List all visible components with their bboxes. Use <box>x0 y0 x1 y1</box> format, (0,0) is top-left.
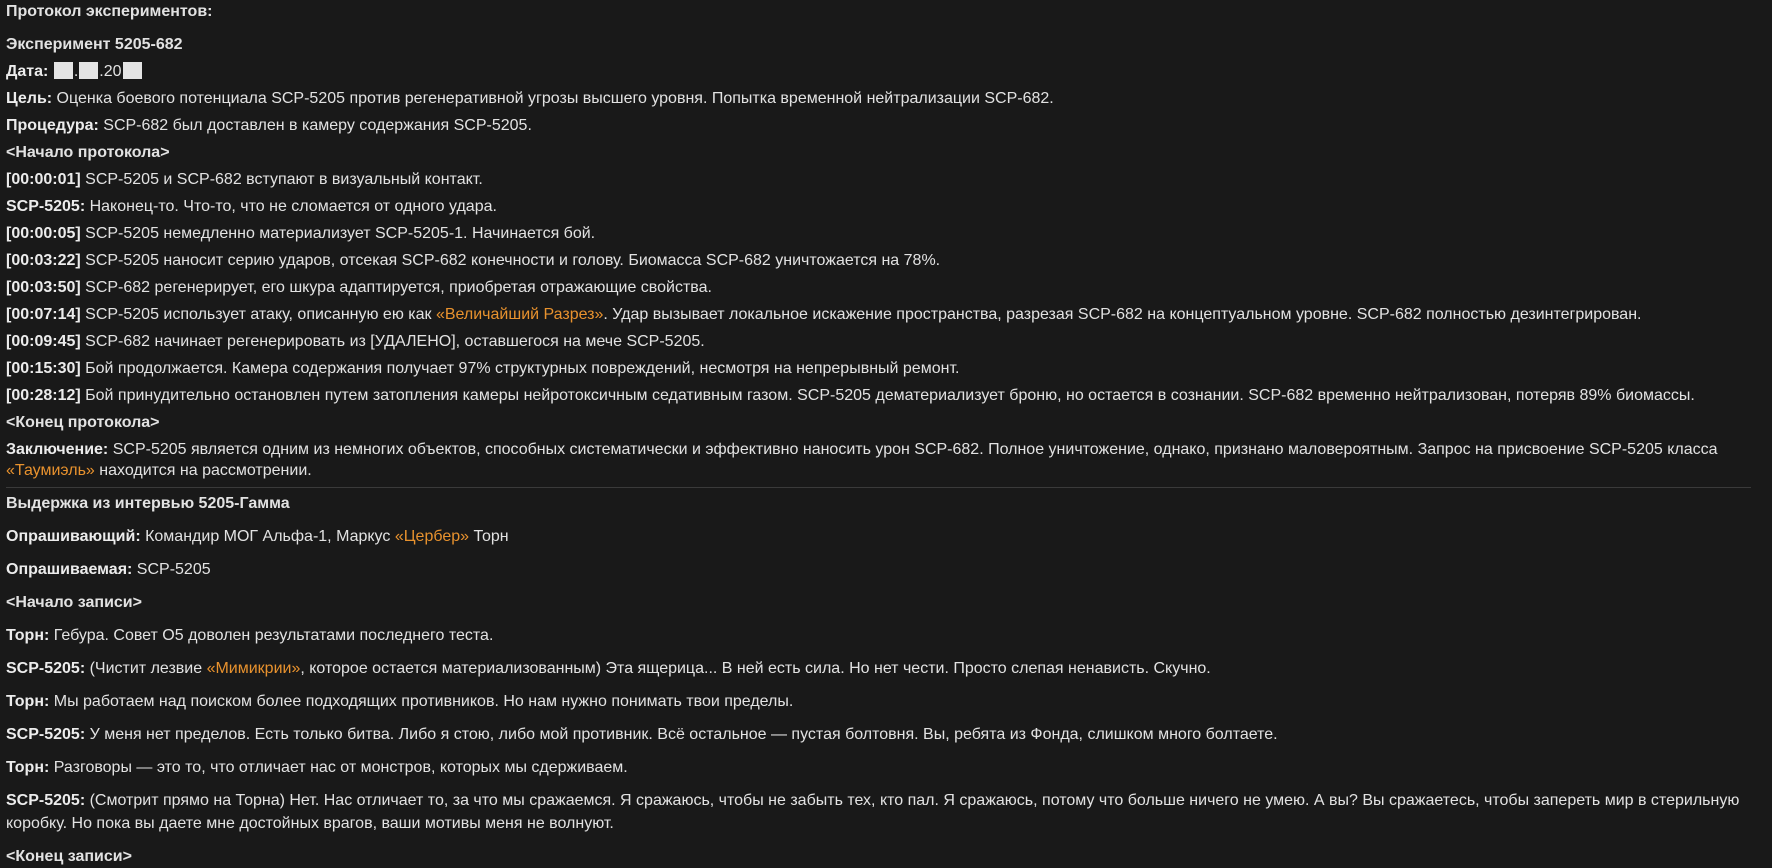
interviewer-end: Торн <box>469 528 509 545</box>
record-start: <Начало записи> <box>6 594 142 611</box>
interviewer-label: Опрашивающий: <box>6 528 141 545</box>
protocol-entries <box>6 166 1751 409</box>
entry-text: SCP-682 начинает регенерировать из [УДАЛЕНО], оставшегося на мече SCP-5205. <box>80 333 705 350</box>
date-label: Дата: <box>6 63 49 80</box>
entry-text: У меня нет пределов. Есть только битва. Либо я стою, либо мой противник. Всё остальное — пустая болтовня. Вы, ребята из Фонда, слишком много болтаете. <box>85 726 1278 743</box>
protocol-entry <box>6 193 1751 220</box>
quoted-link[interactable]: «Величайший Разрез» <box>435 306 604 323</box>
entry-text: Гебура. Совет О5 доволен результатами последнего теста. <box>49 627 494 644</box>
interviewee-text: SCP-5205 <box>132 561 211 578</box>
speaker-label: [00:03:50] <box>6 279 81 296</box>
interview-line <box>6 789 1751 835</box>
interview-title: Выдержка из интервью 5205-Гамма <box>6 495 290 512</box>
protocol-entry <box>6 220 1751 247</box>
quoted-link[interactable]: «Мимикрии» <box>206 660 301 677</box>
goal-line <box>6 85 1751 112</box>
cerberus-link[interactable]: «Цербер» <box>394 528 470 545</box>
speaker-label: [00:07:14] <box>6 306 81 323</box>
conclusion <box>6 439 1751 481</box>
interview-line <box>6 657 1751 680</box>
interview-line <box>6 624 1751 647</box>
procedure-text: SCP-682 был доставлен в камеру содержания SCP-5205. <box>98 117 532 134</box>
speaker-label: SCP-5205: <box>6 660 86 677</box>
interviewer-text: Командир МОГ Альфа-1, Маркус <box>140 528 395 545</box>
interviewee-line <box>6 558 1751 581</box>
speaker-label: [00:03:22] <box>6 252 81 269</box>
entry-text: (Смотрит прямо на Торна) Нет. Нас отличает то, за что мы сражаемся. Я сражаюсь, чтобы не забыть тех, кто пал. Я сражаюсь, потому что больше ничего не умею. А вы? Вы сражаетесь, чтобы запереть мир в стерильную коробку. Но пока вы даете мне достойных врагов, ваши мотивы меня не волнуют. <box>6 792 1740 832</box>
redacted-block <box>54 62 73 79</box>
interview-lines <box>6 624 1751 835</box>
interview-line <box>6 756 1751 779</box>
entry-text: SCP-5205 использует атаку, описанную ею как <box>80 306 436 323</box>
conclusion-label: Заключение: <box>6 441 109 458</box>
entry-text: Разговоры — это то, что отличает нас от монстров, которых мы сдерживаем. <box>49 759 628 776</box>
protocol-entry <box>6 274 1751 301</box>
protocol-heading: Протокол экспериментов: <box>6 3 213 20</box>
protocol-end: <Конец протокола> <box>6 414 160 431</box>
conclusion-text: SCP-5205 является одним из немногих объектов, способных систематически и эффективно наносить урон SCP-682. Полное уничтожение, однако, признано маловероятным. Запрос на присвоение SCP-5205 класса <box>108 441 1718 458</box>
entry-text: Наконец-то. Что-то, что не сломается от одного удара. <box>85 198 497 215</box>
protocol-start: <Начало протокола> <box>6 144 170 161</box>
protocol-entry <box>6 166 1751 193</box>
speaker-label: Торн: <box>6 627 50 644</box>
entry-text: Мы работаем над поиском более подходящих противников. Но нам нужно понимать твои пределы. <box>49 693 794 710</box>
entry-text: SCP-5205 немедленно материализует SCP-5205-1. Начинается бой. <box>80 225 596 242</box>
goal-text: Оценка боевого потенциала SCP-5205 против регенеративной угрозы высшего уровня. Попытка временной нейтрализации SCP-682. <box>52 90 1054 107</box>
entry-text: SCP-5205 наносит серию ударов, отсекая SCP-682 конечности и голову. Биомасса SCP-682 уничтожается на 78%. <box>80 252 941 269</box>
date-year: .20 <box>99 63 122 80</box>
speaker-label: Торн: <box>6 693 50 710</box>
speaker-label: [00:00:05] <box>6 225 81 242</box>
protocol-entry <box>6 382 1751 409</box>
speaker-label: SCP-5205: <box>6 726 86 743</box>
speaker-label: [00:15:30] <box>6 360 81 377</box>
entry-text: (Чистит лезвие <box>85 660 207 677</box>
protocol-entry <box>6 301 1751 328</box>
entry-text: SCP-5205 и SCP-682 вступают в визуальный контакт. <box>80 171 483 188</box>
speaker-label: [00:00:01] <box>6 171 81 188</box>
interview-line <box>6 723 1751 746</box>
entry-text-cont: . Удар вызывает локальное искажение пространства, разрезая SCP-682 на концептуальном уровне. SCP-682 полностью дезинтегрирован. <box>603 306 1642 323</box>
redacted-block <box>79 62 98 79</box>
date-sep: . <box>73 63 79 80</box>
speaker-label: [00:28:12] <box>6 387 81 404</box>
thaumiel-link[interactable]: «Таумиэль» <box>6 462 95 479</box>
conclusion-end: находится на рассмотрении. <box>94 462 312 479</box>
entry-text: Бой принудительно остановлен путем затопления камеры нейротоксичным седативным газом. SCP-5205 дематериализует броню, но остается в сознании. SCP-682 временно нейтрализован, потеряв 89% биомассы. <box>80 387 1695 404</box>
entry-text: SCP-682 регенерирует, его шкура адаптируется, приобретая отражающие свойства. <box>80 279 712 296</box>
speaker-label: SCP-5205: <box>6 792 86 809</box>
speaker-label: Торн: <box>6 759 50 776</box>
procedure-label: Процедура: <box>6 117 99 134</box>
divider <box>6 487 1751 488</box>
entry-text: Бой продолжается. Камера содержания получает 97% структурных повреждений, несмотря на непрерывный ремонт. <box>80 360 960 377</box>
protocol-entry <box>6 355 1751 382</box>
speaker-label: [00:09:45] <box>6 333 81 350</box>
interviewer-line <box>6 525 1751 548</box>
redacted-block <box>123 62 142 79</box>
protocol-entry <box>6 247 1751 274</box>
experiment-title: Эксперимент 5205-682 <box>6 36 183 53</box>
procedure-line <box>6 112 1751 139</box>
entry-text-cont: , которое остается материализованным) Эта ящерица... В ней есть сила. Но нет чести. Просто слепая ненависть. Скучно. <box>300 660 1211 677</box>
speaker-label: SCP-5205: <box>6 198 86 215</box>
protocol-entry <box>6 328 1751 355</box>
record-end: <Конец записи> <box>6 848 132 865</box>
interview-line <box>6 690 1751 713</box>
date-line <box>6 58 1751 85</box>
interviewee-label: Опрашиваемая: <box>6 561 133 578</box>
goal-label: Цель: <box>6 90 53 107</box>
